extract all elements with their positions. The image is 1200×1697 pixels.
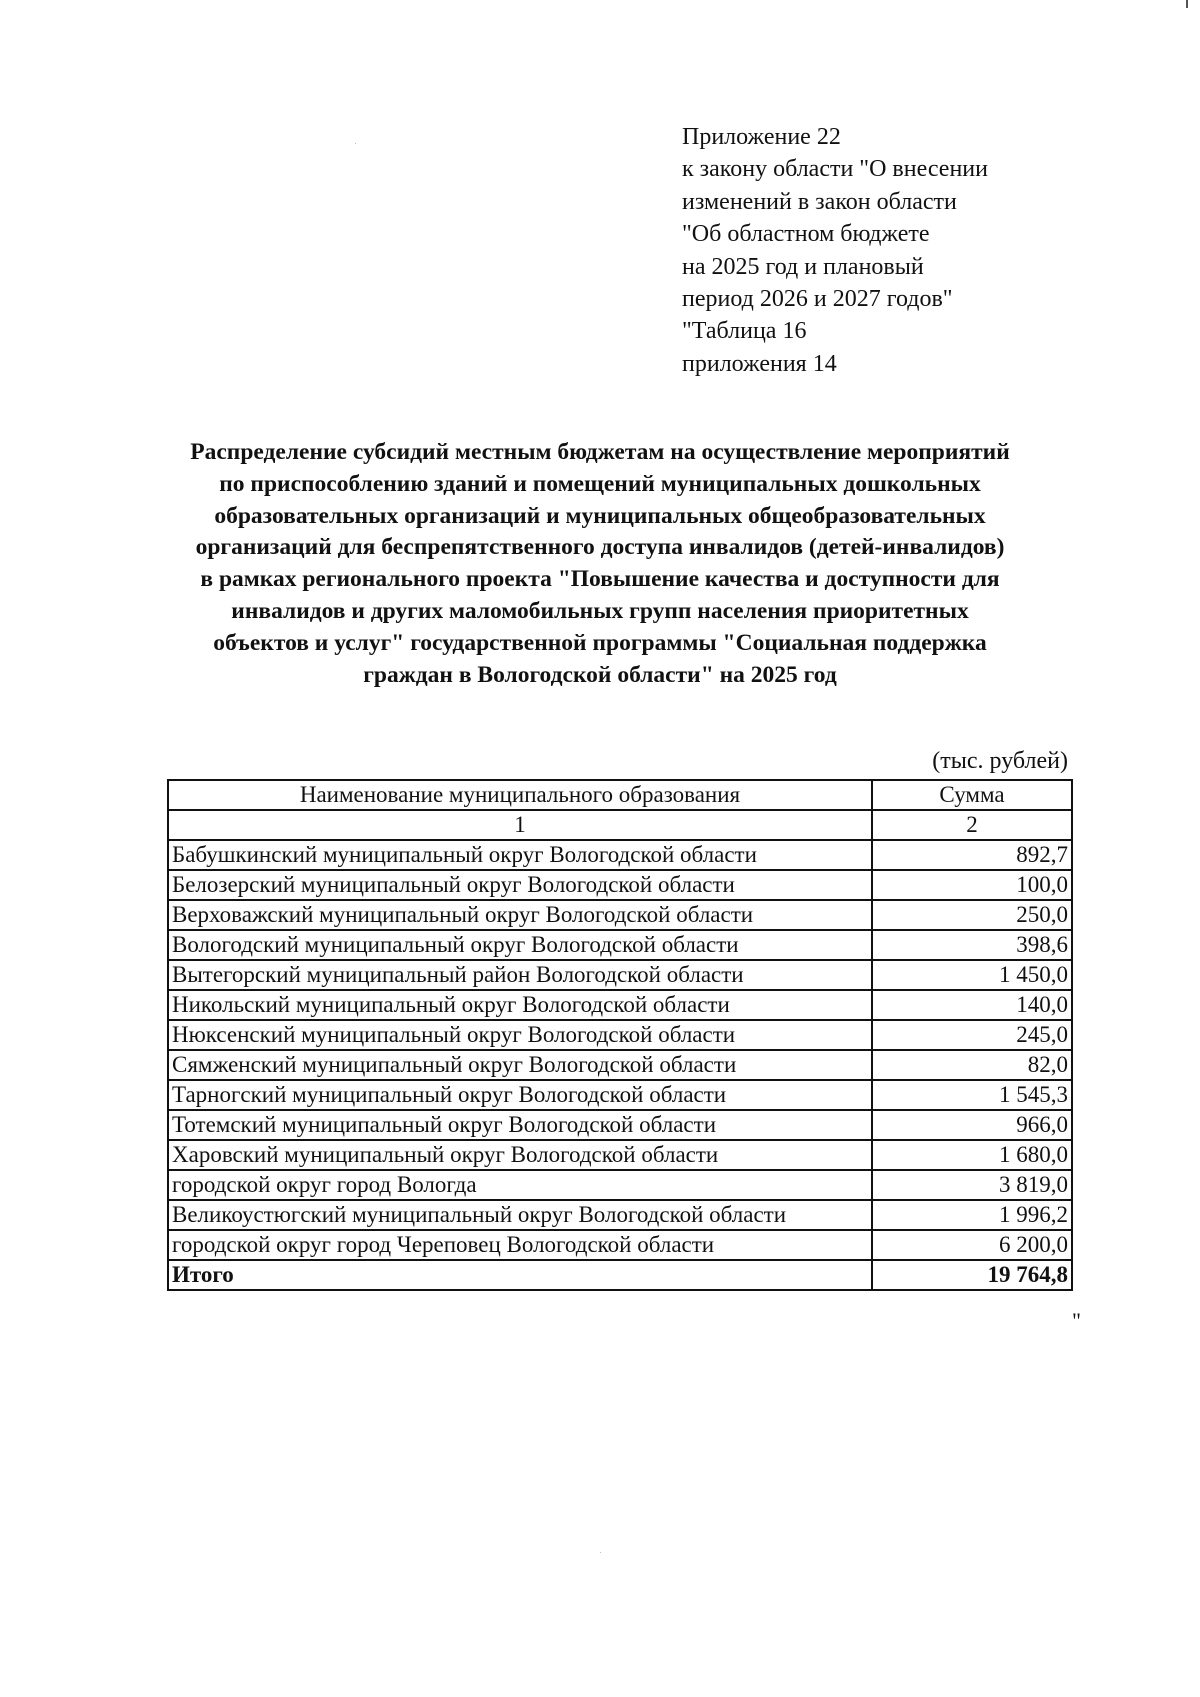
municipality-name: Никольский муниципальный округ Вологодской области	[168, 990, 872, 1020]
table-row	[168, 1020, 1072, 1050]
subsidy-amount: 3 819,0	[872, 1170, 1072, 1200]
municipality-name: Бабушкинский муниципальный округ Вологодской области	[168, 840, 872, 870]
annex-line: к закону области "О внесении	[682, 156, 988, 183]
table-row	[168, 1230, 1072, 1260]
municipality-name: Сямженский муниципальный округ Вологодской области	[168, 1050, 872, 1080]
column-number-row	[168, 810, 1072, 840]
annex-line: период 2026 и 2027 годов"	[682, 286, 953, 313]
subsidy-amount: 1 545,3	[872, 1080, 1072, 1110]
municipality-name: Нюксенский муниципальный округ Вологодской области	[168, 1020, 872, 1050]
scan-speck	[600, 1552, 601, 1553]
municipality-name: Белозерский муниципальный округ Вологодской области	[168, 870, 872, 900]
subsidy-amount: 82,0	[872, 1050, 1072, 1080]
table-row	[168, 990, 1072, 1020]
table-row	[168, 1080, 1072, 1110]
subsidy-amount: 1 450,0	[872, 960, 1072, 990]
municipality-name: городской округ город Череповец Вологодской области	[168, 1230, 872, 1260]
title-line: организаций для беспрепятственного доступа инвалидов (детей-инвалидов)	[195, 534, 1005, 561]
closing-quote-mark: "	[1072, 1308, 1081, 1333]
table-header-row	[168, 780, 1072, 810]
subsidy-amount: 892,7	[872, 840, 1072, 870]
subsidy-amount: 250,0	[872, 900, 1072, 930]
table-row	[168, 840, 1072, 870]
annex-line: изменений в закон области	[682, 188, 957, 215]
subsidy-amount: 6 200,0	[872, 1230, 1072, 1260]
municipality-name: Вологодский муниципальный округ Вологодской области	[168, 930, 872, 960]
total-row	[168, 1260, 1072, 1290]
title-line: инвалидов и других маломобильных групп населения приоритетных	[231, 597, 969, 624]
title-line: граждан в Вологодской области" на 2025 год	[363, 661, 837, 688]
table-row	[168, 1170, 1072, 1200]
subsidy-amount: 1 680,0	[872, 1140, 1072, 1170]
table-row	[168, 930, 1072, 960]
municipality-name: Харовский муниципальный округ Вологодской области	[168, 1140, 872, 1170]
title-line: в рамках регионального проекта "Повышение качества и доступности для	[200, 566, 1000, 593]
subsidy-amount: 966,0	[872, 1110, 1072, 1140]
header-name: Наименование муниципального образования	[168, 780, 872, 810]
subsidy-amount: 1 996,2	[872, 1200, 1072, 1230]
units-label: (тыс. рублей)	[932, 748, 1068, 774]
annex-line: "Таблица 16	[682, 318, 807, 345]
municipality-name: Тотемский муниципальный округ Вологодской области	[168, 1110, 872, 1140]
annex-line: на 2025 год и плановый	[682, 253, 924, 280]
municipality-name: городской округ город Вологда	[168, 1170, 872, 1200]
subsidy-amount: 100,0	[872, 870, 1072, 900]
scan-corner-mark	[1186, 0, 1188, 8]
annex-line: приложения 14	[682, 350, 837, 377]
total-amount: 19 764,8	[872, 1260, 1072, 1290]
header-sum: Сумма	[872, 780, 1072, 810]
annex-line: Приложение 22	[682, 124, 841, 150]
annex-line: "Об областном бюджете	[682, 221, 930, 248]
municipality-name: Вытегорский муниципальный район Вологодской области	[168, 960, 872, 990]
table-row	[168, 1110, 1072, 1140]
subsidy-amount: 245,0	[872, 1020, 1072, 1050]
title-line: объектов и услуг" государственной программы "Социальная поддержка	[213, 629, 987, 656]
title-line: по приспособлению зданий и помещений муниципальных дошкольных	[219, 470, 981, 497]
title-line: образовательных организаций и муниципальных общеобразовательных	[214, 502, 986, 529]
subsidy-amount: 398,6	[872, 930, 1072, 960]
title-line: Распределение субсидий местным бюджетам на осуществление мероприятий	[190, 439, 1010, 465]
table-row	[168, 1200, 1072, 1230]
subsidy-table	[167, 779, 1073, 1291]
annex-header	[682, 121, 1102, 380]
document-title	[150, 437, 1050, 691]
municipality-name: Верховажский муниципальный округ Вологодской области	[168, 900, 872, 930]
scan-speck	[355, 143, 356, 144]
table-row	[168, 900, 1072, 930]
subsidy-amount: 140,0	[872, 990, 1072, 1020]
column-number-2: 2	[872, 810, 1072, 840]
table-row	[168, 1140, 1072, 1170]
table-row	[168, 960, 1072, 990]
municipality-name: Великоустюгский муниципальный округ Вологодской области	[168, 1200, 872, 1230]
municipality-name: Тарногский муниципальный округ Вологодской области	[168, 1080, 872, 1110]
total-label: Итого	[168, 1260, 872, 1290]
table-row	[168, 1050, 1072, 1080]
table-row	[168, 870, 1072, 900]
column-number-1: 1	[168, 810, 872, 840]
